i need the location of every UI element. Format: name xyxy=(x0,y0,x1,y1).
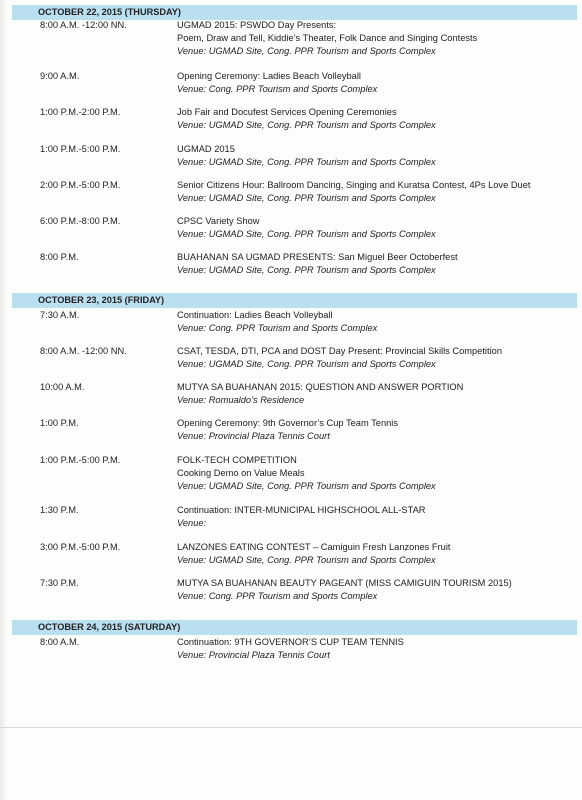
event-time: 8:00 A.M. xyxy=(40,637,80,647)
event-venue: Venue: UGMAD Site, Cong. PPR Tourism and Sports Complex xyxy=(177,157,436,167)
event-title: UGMAD 2015: PSWDO Day Presents: xyxy=(177,20,337,30)
event-title: CPSC Variety Show xyxy=(177,216,260,226)
event-venue: Venue: UGMAD Site, Cong. PPR Tourism and Sports Complex xyxy=(177,265,436,275)
event-time: 6:00 P.M.-8:00 P.M. xyxy=(40,216,121,226)
event-detail xyxy=(177,251,577,277)
event-detail xyxy=(177,143,577,169)
event-subtitle: Cooking Demo on Value Meals xyxy=(177,468,305,478)
event-venue: Venue: Romualdo’s Residence xyxy=(177,395,305,405)
event-detail xyxy=(177,179,577,205)
event-venue: Venue: UGMAD Site, Cong. PPR Tourism and Sports Complex xyxy=(177,193,436,203)
event-title: Opening Ceremony: Ladies Beach Volleyball xyxy=(177,71,361,81)
event-time: 8:00 A.M. -12:00 NN. xyxy=(40,346,127,356)
event-venue: Venue: Cong. PPR Tourism and Sports Complex xyxy=(177,591,378,601)
event-time: 1:00 P.M.-5:00 P.M. xyxy=(40,455,121,465)
event-venue: Venue: Provincial Plaza Tennis Court xyxy=(177,650,330,660)
day-header-oct-24: OCTOBER 24, 2015 (SATURDAY) xyxy=(12,620,577,635)
page-edge-shadow xyxy=(0,0,8,800)
event-venue: Venue: UGMAD Site, Cong. PPR Tourism and Sports Complex xyxy=(177,46,436,56)
event-detail xyxy=(177,106,577,132)
event-time: 8:00 P.M. xyxy=(40,252,79,262)
event-title: Continuation: INTER-MUNICIPAL HIGHSCHOOL ALL-STAR xyxy=(177,505,426,515)
event-detail xyxy=(177,345,577,371)
event-detail xyxy=(177,381,577,407)
event-title: MUTYA SA BUAHANAN 2015: QUESTION AND ANSWER PORTION xyxy=(177,382,464,392)
event-detail xyxy=(177,454,577,493)
event-title: BUAHANAN SA UGMAD PRESENTS: San Miguel Beer Octoberfest xyxy=(177,252,458,262)
event-detail xyxy=(177,541,577,567)
event-title: Senior Citizens Hour: Ballroom Dancing, Singing and Kuratsa Contest, 4Ps Love Duet xyxy=(177,180,531,190)
event-detail xyxy=(177,577,577,603)
day-header-oct-22: OCTOBER 22, 2015 (THURSDAY) xyxy=(12,5,577,20)
event-detail xyxy=(177,417,577,443)
event-venue: Venue: UGMAD Site, Cong. PPR Tourism and Sports Complex xyxy=(177,359,436,369)
event-subtitle: Poem, Draw and Tell, Kiddie’s Theater, Folk Dance and Singing Contests xyxy=(177,33,478,43)
event-detail xyxy=(177,504,577,530)
event-title: Continuation: Ladies Beach Volleyball xyxy=(177,310,333,320)
event-time: 10:00 A.M. xyxy=(40,382,85,392)
day-header-oct-23: OCTOBER 23, 2015 (FRIDAY) xyxy=(12,293,577,308)
event-detail xyxy=(177,215,577,241)
event-venue: Venue: UGMAD Site, Cong. PPR Tourism and Sports Complex xyxy=(177,120,436,130)
event-time: 1:00 P.M.-5:00 P.M. xyxy=(40,144,121,154)
event-time: 1:00 P.M.-2:00 P.M. xyxy=(40,107,121,117)
event-venue: Venue: Provincial Plaza Tennis Court xyxy=(177,431,330,441)
event-detail xyxy=(177,636,577,662)
event-time: 1:00 P.M. xyxy=(40,418,79,428)
event-title: UGMAD 2015 xyxy=(177,144,235,154)
event-title: CSAT, TESDA, DTI, PCA and DOST Day Present: Provincial Skills Competition xyxy=(177,346,502,356)
event-time: 9:00 A.M. xyxy=(40,71,80,81)
event-venue: Venue: xyxy=(177,518,207,528)
event-title: Job Fair and Docufest Services Opening Ceremonies xyxy=(177,107,397,117)
event-detail xyxy=(177,19,577,58)
event-venue: Venue: Cong. PPR Tourism and Sports Complex xyxy=(177,323,378,333)
event-title: Opening Ceremony: 9th Governor’s Cup Team Tennis xyxy=(177,418,399,428)
page-divider xyxy=(0,727,582,728)
event-title: LANZONES EATING CONTEST – Camiguin Fresh Lanzones Fruit xyxy=(177,542,451,552)
event-time: 7:30 P.M. xyxy=(40,578,79,588)
event-detail xyxy=(177,309,577,335)
event-venue: Venue: UGMAD Site, Cong. PPR Tourism and Sports Complex xyxy=(177,481,436,491)
event-title: Continuation: 9TH GOVERNOR’S CUP TEAM TENNIS xyxy=(177,637,404,647)
event-venue: Venue: UGMAD Site, Cong. PPR Tourism and Sports Complex xyxy=(177,555,436,565)
event-title: MUTYA SA BUAHANAN BEAUTY PAGEANT (MISS CAMIGUIN TOURISM 2015) xyxy=(177,578,512,588)
event-time: 3:00 P.M.-5:00 P.M. xyxy=(40,542,121,552)
event-venue: Venue: UGMAD Site, Cong. PPR Tourism and Sports Complex xyxy=(177,229,436,239)
event-detail xyxy=(177,70,577,96)
event-time: 2:00 P.M.-5:00 P.M. xyxy=(40,180,121,190)
event-title: FOLK-TECH COMPETITION xyxy=(177,455,297,465)
event-time: 8:00 A.M. -12:00 NN. xyxy=(40,20,127,30)
event-time: 7:30 A.M. xyxy=(40,310,80,320)
event-time: 1:30 P.M. xyxy=(40,505,79,515)
event-venue: Venue: Cong. PPR Tourism and Sports Complex xyxy=(177,84,378,94)
